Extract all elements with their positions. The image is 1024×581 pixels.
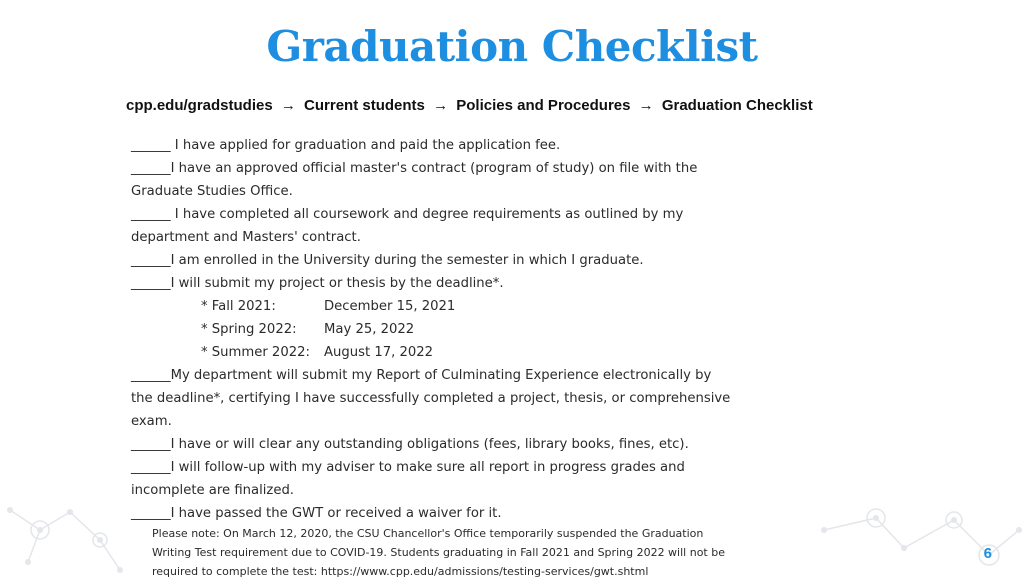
arrow-right-icon: → <box>433 97 449 114</box>
checklist-line: ______My department will submit my Report of Culminating Experience electronically by <box>131 368 712 383</box>
checklist-line: department and Masters' contract. <box>131 230 361 245</box>
network-decoration-icon <box>814 500 1024 576</box>
deadline-term: * Spring 2022: <box>201 322 297 337</box>
note-line: required to complete the test: https://www.cpp.edu/admissions/testing-services/gwt.shtml <box>152 565 649 578</box>
page-number: 6 <box>983 545 992 562</box>
note-line: Please note: On March 12, 2020, the CSU Chancellor's Office temporarily suspended the Graduation <box>152 527 704 540</box>
deadline-date: August 17, 2022 <box>324 345 434 360</box>
checklist-line: Graduate Studies Office. <box>131 184 293 199</box>
checklist-line: ______I am enrolled in the University during the semester in which I graduate. <box>131 253 644 268</box>
breadcrumb-item: cpp.edu/gradstudies <box>126 97 273 114</box>
page-title: Graduation Checklist <box>266 22 758 71</box>
graduation-checklist <box>131 134 771 525</box>
covid-note <box>152 524 792 581</box>
deadline-row <box>131 341 771 364</box>
note-line: Writing Test requirement due to COVID-19. Students graduating in Fall 2021 and Spring 2022 will not be <box>152 546 725 559</box>
breadcrumb <box>126 97 813 114</box>
deadline-row <box>131 318 771 341</box>
arrow-right-icon: → <box>638 97 654 114</box>
deadline-row <box>131 295 771 318</box>
checklist-line: incomplete are finalized. <box>131 483 295 498</box>
checklist-line: ______I have or will clear any outstanding obligations (fees, library books, fines, etc). <box>131 437 689 452</box>
breadcrumb-item: Graduation Checklist <box>661 97 813 114</box>
breadcrumb-item: Policies and Procedures <box>456 97 631 114</box>
checklist-line: ______I will submit my project or thesis by the deadline*. <box>131 276 504 291</box>
checklist-line: ______I have an approved official master's contract (program of study) on file with the <box>131 161 698 176</box>
deadline-term: * Summer 2022: <box>201 345 310 360</box>
checklist-line: ______I have passed the GWT or received a waiver for it. <box>131 506 502 521</box>
deadline-term: * Fall 2021: <box>201 299 276 314</box>
network-decoration-icon <box>0 500 130 576</box>
breadcrumb-item: Current students <box>304 97 425 114</box>
arrow-right-icon: → <box>280 97 296 114</box>
checklist-line: ______ I have completed all coursework and degree requirements as outlined by my <box>131 207 684 222</box>
deadline-date: December 15, 2021 <box>324 299 456 314</box>
checklist-line: the deadline*, certifying I have successfully completed a project, thesis, or comprehensive <box>131 391 731 406</box>
checklist-line: ______ I have applied for graduation and paid the application fee. <box>131 138 561 153</box>
checklist-line: exam. <box>131 414 172 429</box>
deadline-date: May 25, 2022 <box>324 322 415 337</box>
checklist-line: ______I will follow-up with my adviser to make sure all report in progress grades and <box>131 460 685 475</box>
